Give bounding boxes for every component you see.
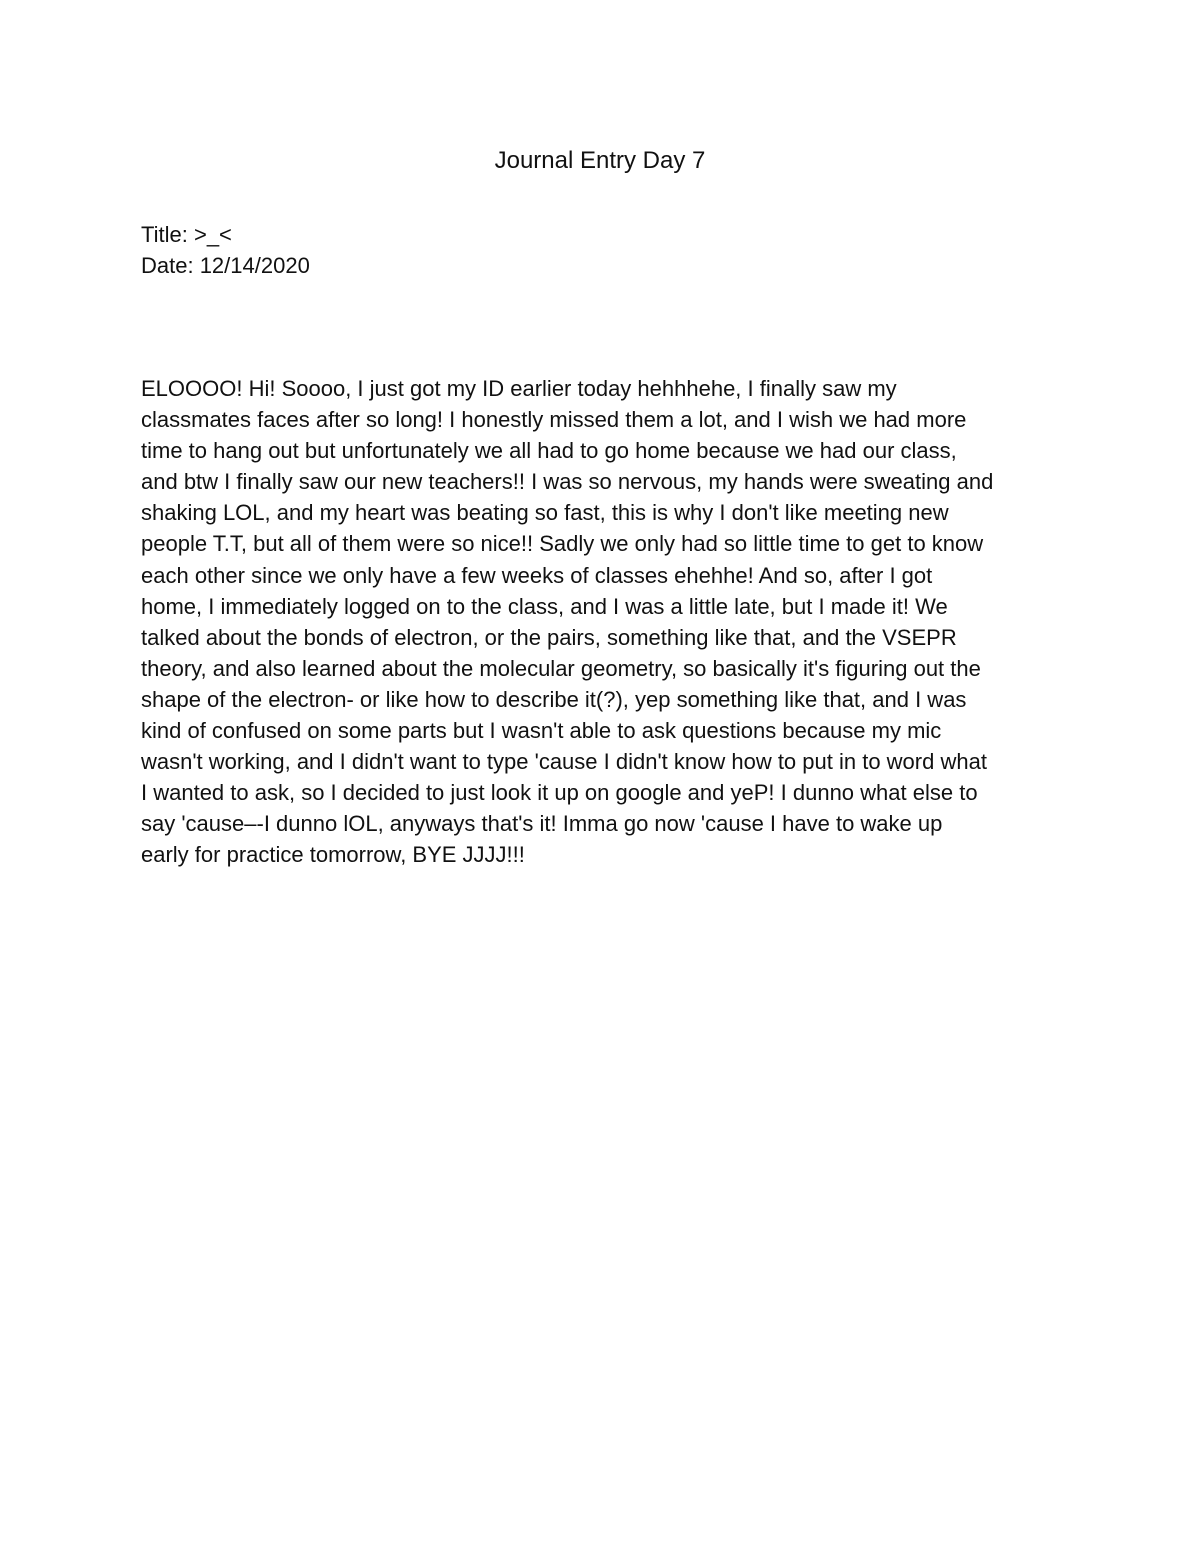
entry-meta	[141, 219, 310, 281]
journal-body	[141, 373, 1061, 871]
body-line: people T.T, but all of them were so nice!! Sadly we only had so little time to get to know	[141, 531, 984, 557]
body-line: theory, and also learned about the molecular geometry, so basically it's figuring out the	[141, 655, 981, 681]
body-line: early for practice tomorrow, BYE JJJJ!!!	[141, 842, 525, 868]
body-line: talked about the bonds of electron, or the pairs, something like that, and the VSEPR	[141, 624, 957, 650]
body-line: say 'cause–-I dunno lOL, anyways that's it! Imma go now 'cause I have to wake up	[141, 811, 943, 837]
page-title: Journal Entry Day 7	[494, 147, 706, 174]
body-line: shape of the electron- or like how to describe it(?), yep something like that, and I was	[141, 686, 967, 712]
entry-title: Title: >_<	[141, 222, 232, 247]
body-line: ELOOOO! Hi! Soooo, I just got my ID earlier today hehhhehe, I finally saw my	[141, 376, 897, 401]
body-line: classmates faces after so long! I honestly missed them a lot, and I wish we had more	[141, 407, 967, 433]
body-line: time to hang out but unfortunately we all had to go home because we had our class,	[141, 438, 957, 464]
body-line: shaking LOL, and my heart was beating so fast, this is why I don't like meeting new	[141, 500, 949, 526]
entry-date: Date: 12/14/2020	[141, 253, 310, 278]
body-line: wasn't working, and I didn't want to type 'cause I didn't know how to put in to word what	[141, 749, 987, 775]
body-line: home, I immediately logged on to the class, and I was a little late, but I made it! We	[141, 593, 948, 619]
body-line: kind of confused on some parts but I wasn't able to ask questions because my mic	[141, 718, 942, 744]
body-line: I wanted to ask, so I decided to just look it up on google and yeP! I dunno what else to	[141, 780, 978, 806]
body-line: each other since we only have a few weeks of classes ehehhe! And so, after I got	[141, 562, 933, 588]
body-line: and btw I finally saw our new teachers!! I was so nervous, my hands were sweating and	[141, 469, 994, 495]
